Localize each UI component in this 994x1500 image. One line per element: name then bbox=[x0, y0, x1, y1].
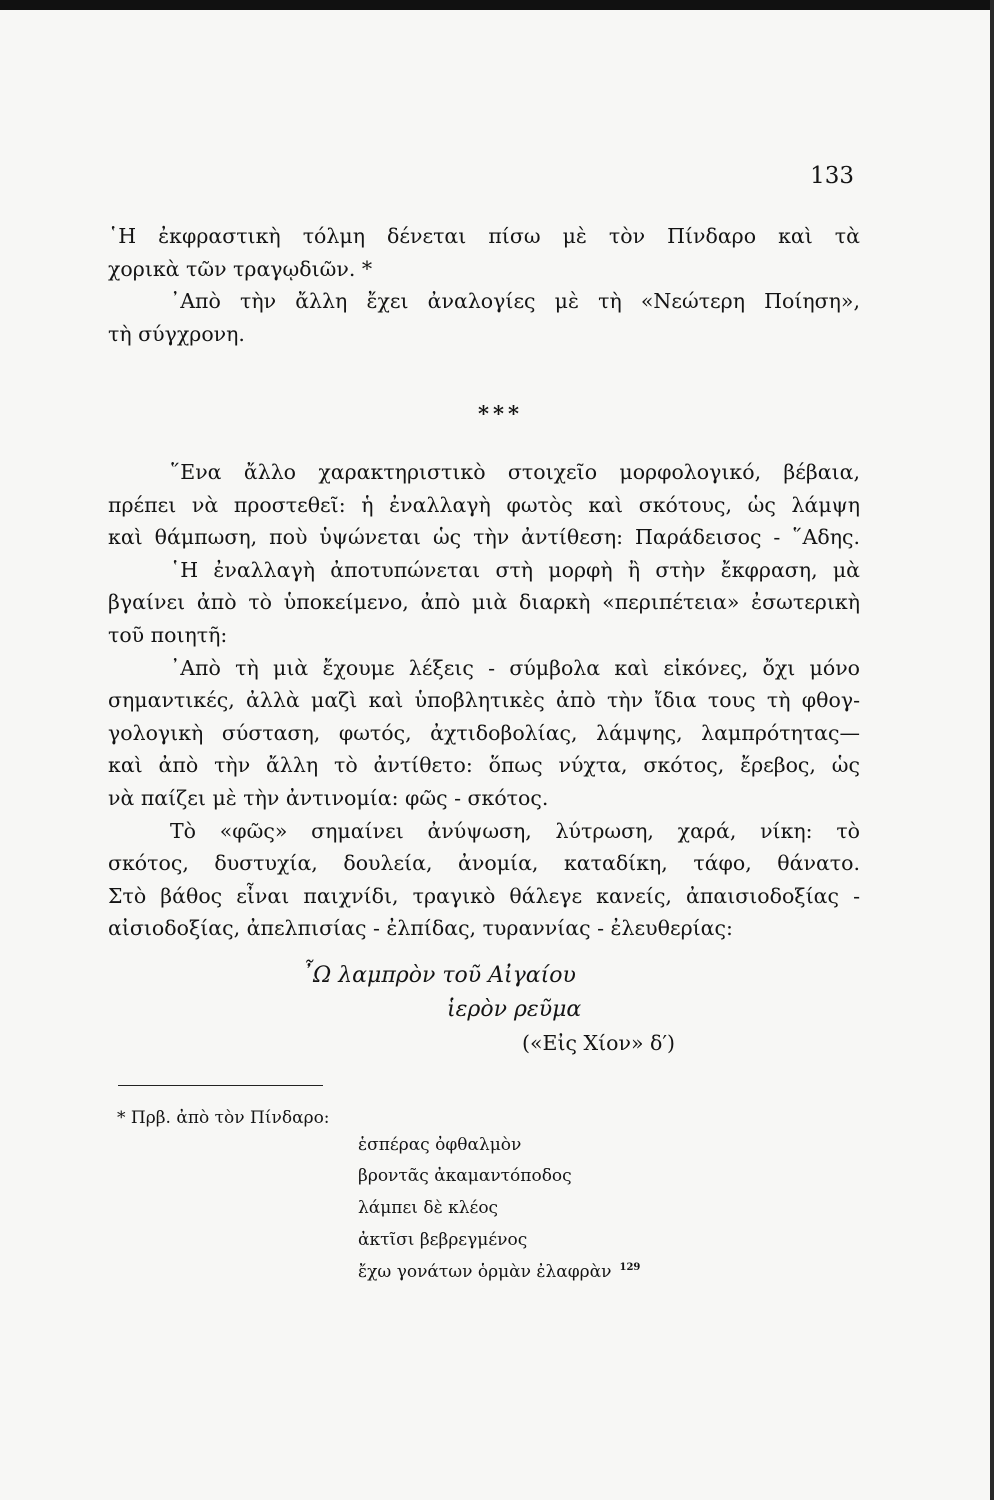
footnote-line-text: ἔχω γονάτων ὁρμὰν ἐλαφρὰν bbox=[358, 1262, 612, 1282]
footnote-line: λάμπει δὲ κλέος bbox=[358, 1198, 499, 1218]
text-line: καὶ ἀπὸ τὴν ἄλλη τὸ ἀντίθετο: ὅπως νύχτα, σκότος, ἔρεβος, ὡς bbox=[108, 753, 860, 778]
text-line: ῾Η ἐναλλαγὴ ἀποτυπώνεται στὴ μορφὴ ἢ στὴν ἔκφραση, μὰ bbox=[170, 557, 860, 582]
verse-line-1: ῏Ω λαμπρὸν τοῦ Αἰγαίου bbox=[302, 963, 576, 988]
verse-line-2: ἱερὸν ρεῦμα bbox=[447, 997, 582, 1022]
text-line: αἰσιοδοξίας, ἀπελπισίας - ἐλπίδας, τυραννίας - ἐλευθερίας: bbox=[108, 916, 733, 941]
text-line: σημαντικές, ἀλλὰ μαζὶ καὶ ὑποβλητικὲς ἀπὸ τὴν ἴδια τους τὴ φθογ- bbox=[108, 688, 860, 713]
verse-citation: («Εἰς Χίον» δ′) bbox=[522, 1031, 676, 1055]
text-line: ῾Η ἐκφραστικὴ τόλμη δένεται πίσω μὲ τὸν Πίνδαρο καὶ τὰ bbox=[108, 224, 860, 248]
text-line: τὴ σύγχρονη. bbox=[108, 321, 245, 346]
text-line: χορικὰ τῶν τραγῳδιῶν. * bbox=[108, 256, 373, 281]
footnote-head: * Πρβ. ἀπὸ τὸν Πίνδαρο: bbox=[117, 1108, 330, 1128]
text-line: πρέπει νὰ προστεθεῖ: ἡ ἐναλλαγὴ φωτὸς καὶ σκότους, ὡς λάμψη bbox=[108, 492, 860, 517]
text-line: νὰ παίζει μὲ τὴν ἀντινομία: φῶς - σκότος. bbox=[108, 785, 549, 810]
text-line: γολογικὴ σύσταση, φωτός, ἀχτιδοβολίας, λάμψης, λαμπρότητας— bbox=[108, 720, 860, 745]
footnote-line: ἑσπέρας ὀφθαλμὸν bbox=[358, 1135, 522, 1155]
scan-top-edge bbox=[0, 0, 994, 10]
text-line: Στὸ βάθος εἶναι παιχνίδι, τραγικὸ θάλεγε κανείς, ἀπαισιοδοξίας - bbox=[108, 883, 860, 908]
footnote-line: ἀκτῖσι βεβρεγμένος bbox=[358, 1230, 528, 1250]
section-separator: *** bbox=[478, 401, 523, 426]
text-line: ᾿Απὸ τὴ μιὰ ἔχουμε λέξεις - σύμβολα καὶ εἰκόνες, ὄχι μόνο bbox=[170, 655, 860, 680]
scan-right-edge bbox=[990, 0, 994, 1500]
page-number: 133 bbox=[810, 163, 854, 189]
footnote-divider bbox=[118, 1085, 323, 1086]
text-line: Τὸ «φῶς» σημαίνει ἀνύψωση, λύτρωση, χαρά, νίκη: τὸ bbox=[170, 818, 860, 843]
paragraph-2 bbox=[108, 456, 860, 945]
text-line: τοῦ ποιητῆ: bbox=[108, 622, 228, 647]
paragraph-1 bbox=[108, 220, 860, 350]
text-line: ᾿Απὸ τὴν ἄλλη ἔχει ἀναλογίες μὲ τὴ «Νεώτερη Ποίηση», bbox=[170, 289, 860, 314]
footnote-line-last bbox=[358, 1262, 640, 1282]
footnote-line: βροντᾶς ἀκαμαντόποδος bbox=[358, 1166, 572, 1186]
text-line: σκότος, δυστυχία, δουλεία, ἀνομία, καταδίκη, τάφο, θάνατο. bbox=[108, 851, 860, 876]
text-line: καὶ θάμπωση, ποὺ ὑψώνεται ὡς τὴν ἀντίθεση: Παράδεισος - ῞Αδης. bbox=[108, 525, 860, 550]
text-line: βγαίνει ἀπὸ τὸ ὑποκείμενο, ἀπὸ μιὰ διαρκὴ «περιπέτεια» ἐσωτερικὴ bbox=[108, 590, 860, 615]
text-line: ῞Ενα ἄλλο χαρακτηριστικὸ στοιχεῖο μορφολογικό, βέβαια, bbox=[170, 460, 860, 484]
footnote-reference-number: 129 bbox=[619, 1262, 641, 1274]
